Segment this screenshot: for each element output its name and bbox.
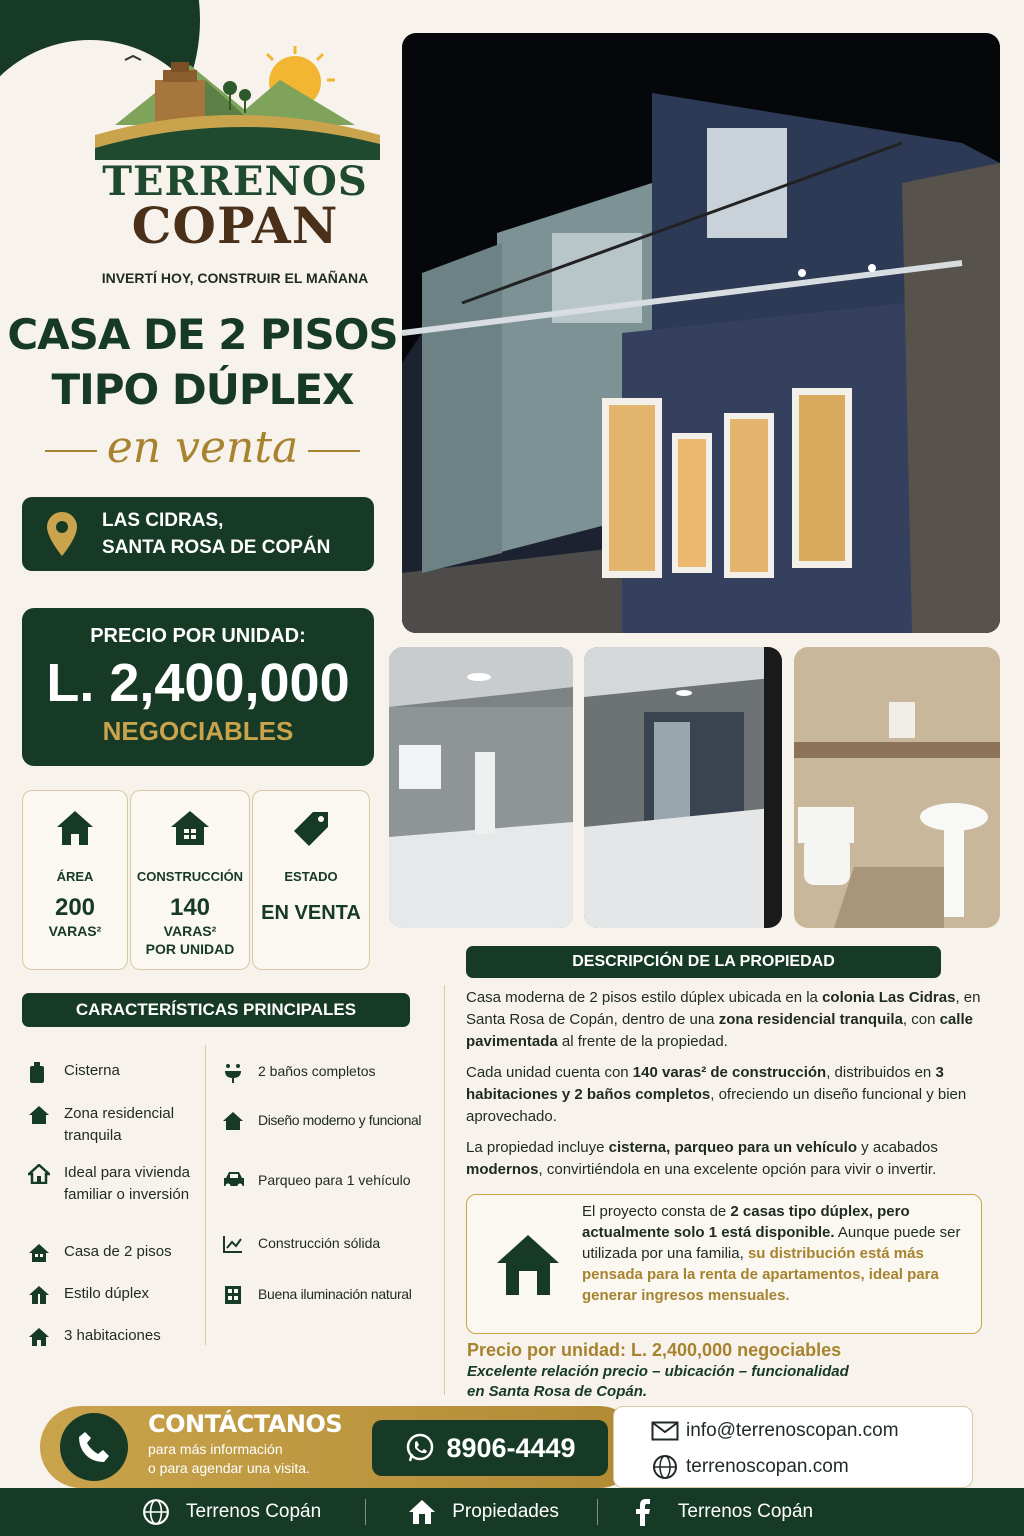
construction-icon (222, 1232, 258, 1254)
house-icon (495, 1233, 561, 1297)
car-icon (222, 1169, 258, 1189)
feature-text: Cisterna (64, 1062, 120, 1079)
contact-subtitle (148, 1440, 310, 1478)
feature-text: Ideal para vivienda familiar o inversión (64, 1164, 190, 1203)
footer-separator (597, 1499, 598, 1525)
stat-label: ESTADO (284, 869, 338, 884)
photo-bathroom (794, 647, 1000, 928)
promo-tagline-line2: en Santa Rosa de Copán. (467, 1383, 648, 1400)
contact-subtitle-line1: para más información (148, 1441, 283, 1457)
description-paragraph-2: Cada unidad cuenta con 140 varas² de construcción, distribuidos en 3 habitaciones y 2 baños completos, ofreciendo un diseño funcional y bien aprovechado. (466, 1064, 967, 1125)
availability-note-text: El proyecto consta de 2 casas tipo dúplex, pero actualmente solo 1 está disponible. Aunque puede ser utilizada por una familia, su distribución está más pensada para la renta de apartamentos, ideal para generar ingresos mensuales. (582, 1203, 961, 1304)
contact-links-box (613, 1406, 973, 1488)
stat-value: 140 (169, 894, 211, 921)
description-body (466, 987, 996, 1190)
house-icon (408, 1499, 436, 1525)
feature-text: Zona residencial tranquila (64, 1105, 175, 1144)
house-outline-icon (131, 809, 249, 849)
bedroom-house-icon (28, 1325, 64, 1347)
website-text: terrenoscopan.com (686, 1456, 849, 1477)
house-icon (23, 809, 127, 849)
price-label: PRECIO POR UNIDAD: (90, 625, 306, 647)
feature-text: 3 habitaciones (64, 1327, 161, 1344)
feature-text: Casa de 2 pisos (64, 1243, 172, 1260)
feature-item (222, 1060, 432, 1084)
brand-name-line2: COPAN (131, 196, 339, 255)
feature-item (28, 1283, 198, 1305)
website-link[interactable] (614, 1449, 972, 1485)
footer-website-link[interactable] (142, 1498, 321, 1526)
building-window-icon (222, 1283, 258, 1305)
duplex-icon (28, 1283, 64, 1305)
family-home-icon (28, 1162, 64, 1184)
footer-properties-link[interactable] (408, 1499, 559, 1525)
stat-unit: VARAS² (48, 923, 102, 939)
promo-price-line: Precio por unidad: L. 2,400,000 negociables (467, 1340, 842, 1360)
location-line1: LAS CIDRAS, (102, 510, 224, 531)
stat-card-area (22, 790, 128, 970)
features-title: CARACTERÍSTICAS PRINCIPALES (22, 993, 410, 1027)
headline-sub-text: en venta (106, 422, 299, 473)
mail-icon (644, 1421, 686, 1441)
stat-label: ÁREA (56, 869, 94, 884)
hero-photo-duplex-exterior (402, 33, 1000, 633)
price-note: NEGOCIABLES (102, 716, 294, 746)
feature-text: Construcción sólida (258, 1235, 381, 1251)
stat-value: 200 (54, 894, 96, 921)
section-divider (444, 985, 445, 1395)
stat-card-construction (130, 790, 250, 970)
price-tag-icon (253, 809, 369, 849)
logo-landscape-icon (95, 40, 380, 160)
stat-unit: VARAS² (163, 923, 217, 939)
location-box (22, 497, 374, 571)
headline-line1: CASA DE 2 PISOS (7, 310, 398, 359)
description-paragraph-3: La propiedad incluye cisterna, parqueo para un vehículo y acabados modernos, convirtiéndola en una excelente opción para vivir o invertir. (466, 1139, 938, 1178)
feature-item (222, 1169, 432, 1191)
globe-icon (142, 1498, 170, 1526)
description-paragraph-1: Casa moderna de 2 pisos estilo dúplex ubicada en la colonia Las Cidras, en Santa Rosa de Copán, dentro de una zona residencial tranquila, con calle pavimentada al frente de la propiedad. (466, 989, 981, 1050)
footer-facebook-link[interactable] (634, 1498, 813, 1526)
feature-item (222, 1109, 432, 1131)
stat-value: EN VENTA (261, 902, 361, 924)
contact-subtitle-line2: o para agendar una visita. (148, 1460, 310, 1476)
contact-title: CONTÁCTANOS (148, 1410, 343, 1438)
feature-text: Diseño moderno y funcional (258, 1112, 422, 1128)
availability-note-box (466, 1194, 982, 1334)
price-box (22, 608, 374, 766)
photo-interior-hallway (584, 647, 782, 928)
cistern-icon (28, 1060, 64, 1084)
footer-item-text: Propiedades (452, 1501, 559, 1522)
stat-label: CONSTRUCCIÓN (136, 869, 244, 884)
feature-item (222, 1283, 432, 1305)
photo-interior-room (389, 647, 573, 928)
location-pin-icon (22, 512, 102, 556)
brand-tagline: INVERTÍ HOY, CONSTRUIR EL MAÑANA (101, 270, 369, 286)
feature-item (28, 1103, 198, 1147)
location-line2: SANTA ROSA DE COPÁN (102, 537, 331, 558)
feature-item (28, 1060, 198, 1084)
feature-item (28, 1241, 198, 1263)
headline-line3 (0, 422, 405, 473)
neighborhood-icon (28, 1103, 64, 1125)
feature-item (28, 1325, 198, 1347)
feature-text: Estilo dúplex (64, 1285, 150, 1302)
facebook-icon (634, 1498, 652, 1526)
bath-icon (222, 1060, 258, 1084)
headline-line2: TIPO DÚPLEX (51, 365, 354, 414)
email-link[interactable] (614, 1413, 972, 1449)
promo-tagline (467, 1362, 849, 1402)
footer-item-text: Terrenos Copán (677, 1501, 814, 1522)
promo-tagline-line1: Excelente relación precio – ubicación – funcionalidad (467, 1363, 849, 1380)
feature-text: Buena iluminación natural (258, 1286, 412, 1302)
footer-bar (0, 1488, 1024, 1536)
modern-house-icon (222, 1109, 258, 1131)
globe-icon (644, 1454, 686, 1480)
two-story-house-icon (28, 1241, 64, 1263)
email-text: info@terrenoscopan.com (686, 1420, 899, 1441)
whatsapp-number: 8906-4449 (446, 1432, 576, 1463)
brand-name-line1: TERRENOS (102, 158, 368, 205)
footer-item-text: Terrenos Copán (186, 1501, 322, 1522)
feature-item (28, 1162, 198, 1206)
feature-item (222, 1232, 432, 1254)
feature-text: 2 baños completos (258, 1063, 376, 1079)
price-value: L. 2,400,000 (46, 653, 350, 713)
features-divider (205, 1045, 206, 1345)
stat-card-status (252, 790, 370, 970)
footer-separator (365, 1499, 366, 1525)
whatsapp-button[interactable] (372, 1420, 608, 1476)
description-title: DESCRIPCIÓN DE LA PROPIEDAD (466, 946, 941, 978)
stat-unit-2: POR UNIDAD (145, 941, 235, 957)
whatsapp-icon (404, 1432, 436, 1464)
phone-icon[interactable] (60, 1413, 128, 1481)
feature-text: Parqueo para 1 vehículo (258, 1172, 411, 1188)
